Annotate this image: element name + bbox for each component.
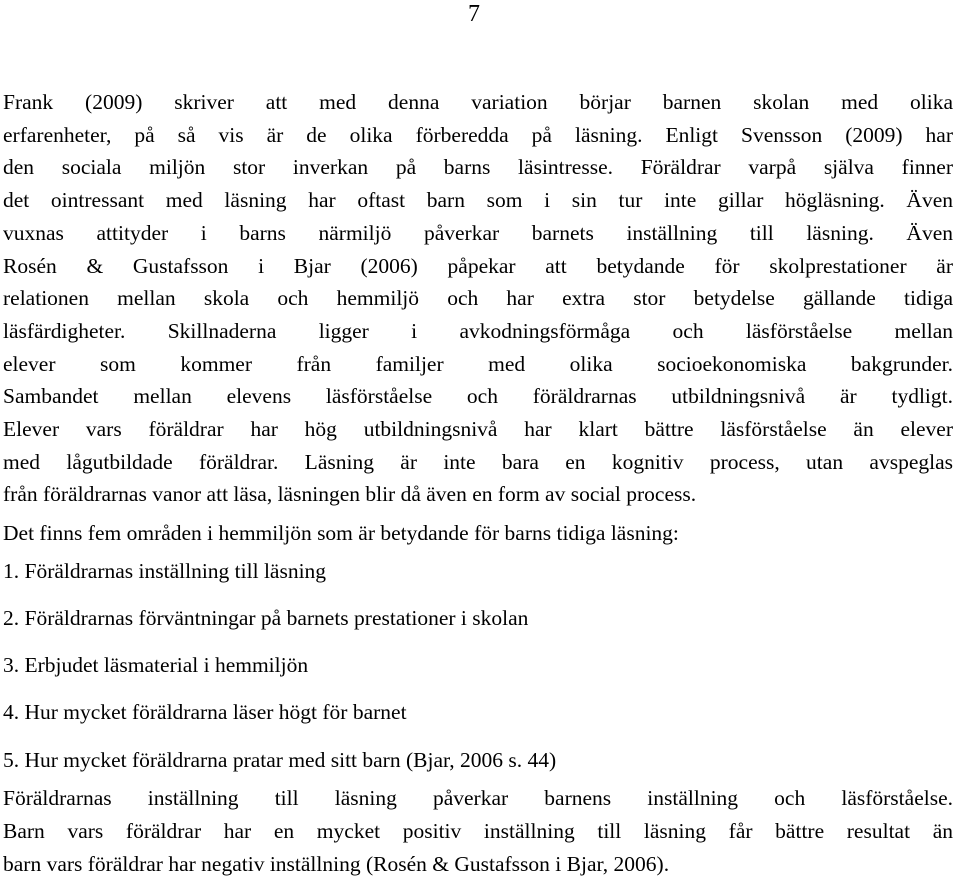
text-line: med lågutbildade föräldrar. Läsning är inte bara en kognitiv process, utan avspeglas bbox=[3, 449, 953, 474]
text-line: elever som kommer från familjer med olika socioekonomiska bakgrunder. bbox=[3, 351, 953, 376]
list-item: 1. Föräldrarnas inställning till läsning bbox=[3, 558, 327, 583]
list-item: 2. Föräldrarnas förväntningar på barnets prestationer i skolan bbox=[3, 606, 529, 631]
areas-list bbox=[3, 555, 953, 777]
text-line: Föräldrarnas inställning till läsning påverkar barnens inställning och läsförståelse. bbox=[3, 786, 953, 811]
text-line: Rosén & Gustafsson i Bjar (2006) påpekar att betydande för skolprestationer är bbox=[3, 253, 953, 278]
text-line: Barn vars föräldrar har en mycket positiv inställning till läsning får bättre resultat än bbox=[3, 819, 953, 844]
text-line: relationen mellan skola och hemmiljö och har extra stor betydelse gällande tidiga bbox=[3, 286, 953, 311]
text-line: erfarenheter, på så vis är de olika förberedda på läsning. Enligt Svensson (2009) har bbox=[3, 122, 953, 147]
text-line: Elever vars föräldrar har hög utbildningsnivå har klart bättre läsförståelse än elever bbox=[3, 417, 953, 442]
list-intro: Det finns fem områden i hemmiljön som är betydande för barns tidiga läsning: bbox=[3, 521, 679, 546]
list-item: 3. Erbjudet läsmaterial i hemmiljön bbox=[3, 653, 309, 678]
text-line: den sociala miljön stor inverkan på barns läsintresse. Föräldrar varpå själva finner bbox=[3, 155, 953, 180]
document-body bbox=[3, 86, 953, 880]
paragraph-home-environment bbox=[3, 86, 953, 511]
text-line: Sambandet mellan elevens läsförståelse och föräldrarnas utbildningsnivå är tydligt. bbox=[3, 384, 953, 409]
text-line: barn vars föräldrar har negativ inställning (Rosén & Gustafsson i Bjar, 2006). bbox=[3, 851, 670, 876]
text-line: Frank (2009) skriver att med denna variation börjar barnen skolan med olika bbox=[3, 90, 953, 114]
text-line: från föräldrarnas vanor att läsa, läsningen blir då även en form av social process. bbox=[3, 482, 697, 507]
list-item: 4. Hur mycket föräldrarna läser högt för barnet bbox=[3, 700, 407, 725]
paragraph-parental-attitude bbox=[3, 782, 953, 880]
page-number: 7 bbox=[468, 1, 480, 27]
list-item: 5. Hur mycket föräldrarna pratar med sitt barn (Bjar, 2006 s. 44) bbox=[3, 747, 557, 772]
text-line: vuxnas attityder i barns närmiljö påverkar barnets inställning till läsning. Även bbox=[3, 220, 953, 245]
text-line: läsfärdigheter. Skillnaderna ligger i avkodningsförmåga och läsförståelse mellan bbox=[3, 318, 953, 343]
text-line: det ointressant med läsning har oftast barn som i sin tur inte gillar högläsning. Även bbox=[3, 188, 953, 213]
